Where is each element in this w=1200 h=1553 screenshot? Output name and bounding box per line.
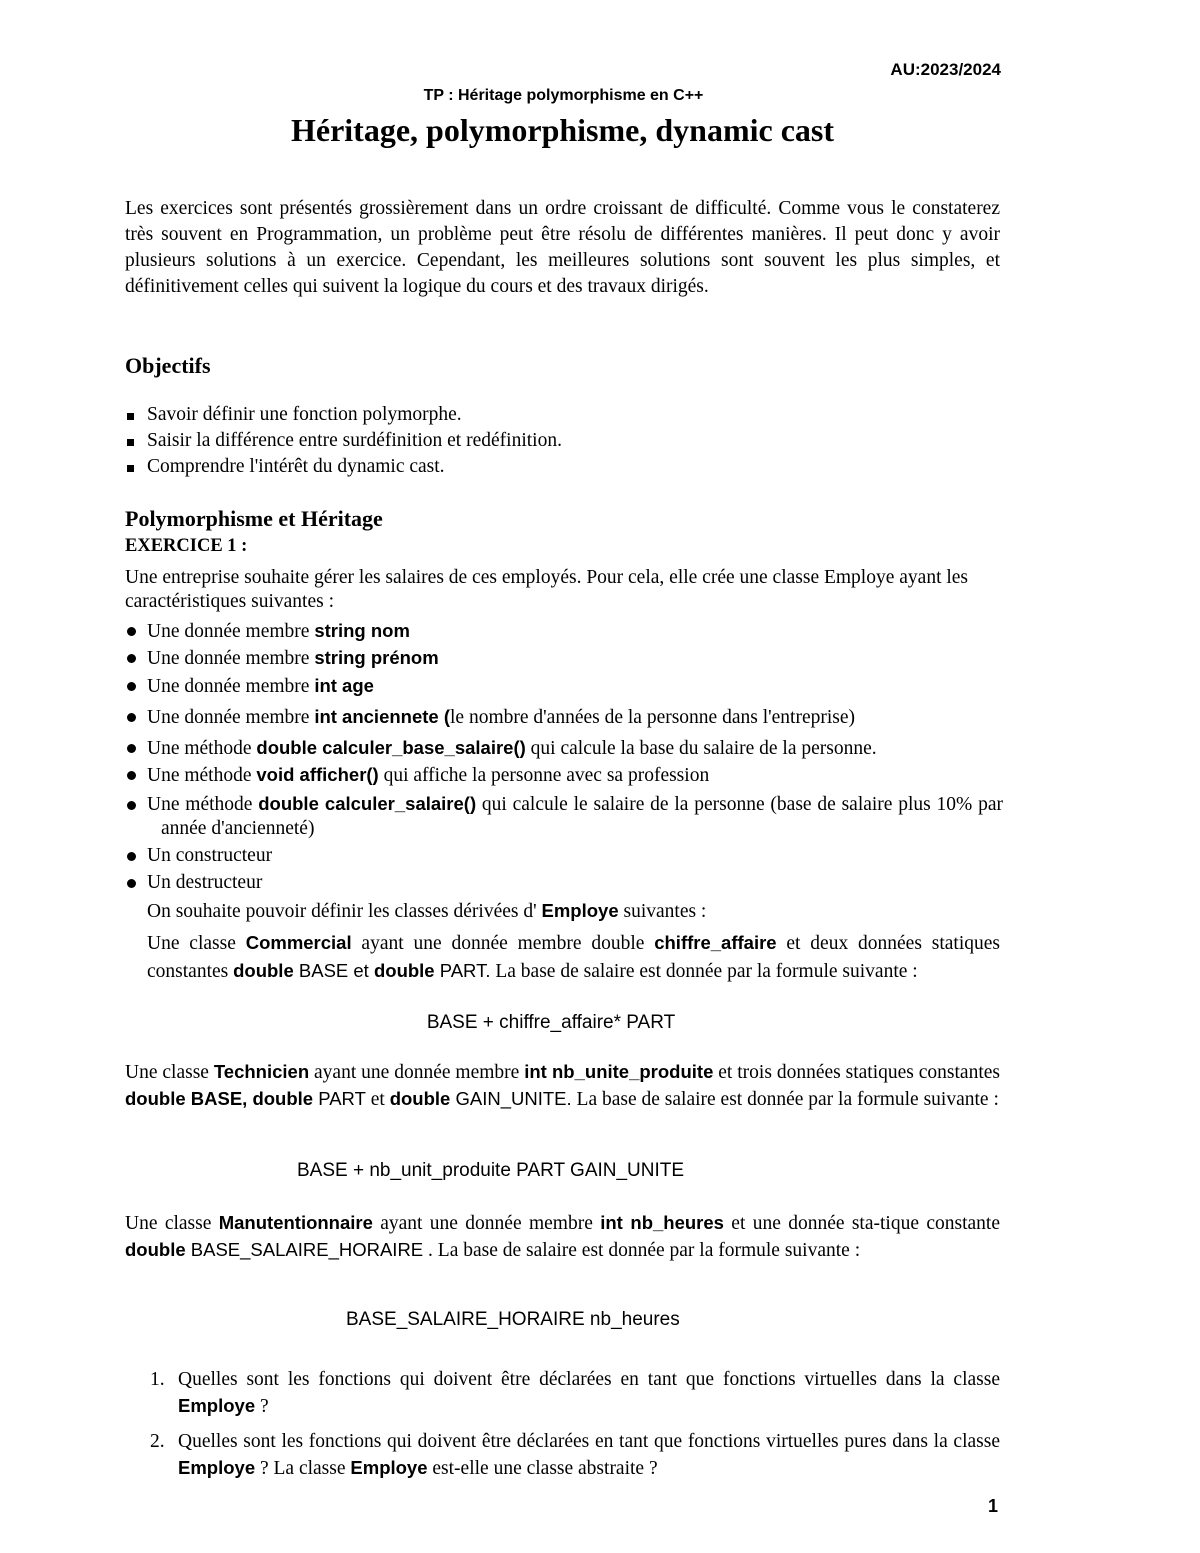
objective-item bbox=[127, 454, 1007, 480]
code-text: BASE et bbox=[293, 960, 374, 981]
feature-code: int anciennete ( bbox=[314, 706, 451, 727]
feature-text: le nombre d'années de la personne dans l'entreprise) bbox=[450, 707, 856, 728]
question-text: ? bbox=[255, 1396, 269, 1417]
square-bullet-icon bbox=[127, 413, 134, 420]
feature-code: void afficher() bbox=[256, 764, 379, 785]
code-text: PART bbox=[313, 1088, 366, 1109]
feature-item bbox=[127, 843, 1007, 869]
feature-text: qui calcule la base du salaire de la personne. bbox=[525, 738, 877, 759]
class-name: Employe bbox=[350, 1457, 428, 1478]
academic-year: AU:2023/2024 bbox=[890, 60, 1001, 79]
feature-text: Une méthode bbox=[147, 738, 257, 759]
technicien-formula: BASE + nb_unit_produite PART GAIN_UNITE bbox=[297, 1160, 685, 1181]
feature-code: string prénom bbox=[314, 647, 439, 668]
code-term: double bbox=[389, 1088, 451, 1109]
class-name: Manutentionnaire bbox=[218, 1212, 373, 1233]
class-name: Employe bbox=[178, 1395, 256, 1416]
class-name: Technicien bbox=[213, 1061, 310, 1082]
class-name: Employe bbox=[541, 900, 619, 921]
document-title: Héritage, polymorphisme, dynamic cast bbox=[290, 112, 835, 148]
question-item bbox=[150, 1429, 1000, 1482]
feature-item bbox=[127, 618, 1007, 645]
page-number: 1 bbox=[987, 1496, 998, 1516]
feature-code: double calculer_base_salaire() bbox=[256, 737, 526, 758]
class-name: Commercial bbox=[245, 932, 352, 953]
feature-item bbox=[127, 645, 1007, 672]
code-text: PART. bbox=[434, 960, 491, 981]
exercise-label: EXERCICE 1 : bbox=[125, 536, 248, 556]
question-text: Quelles sont les fonctions qui doivent être déclarées en tant que fonctions virtuelles dans la classe bbox=[178, 1369, 1000, 1390]
bullet-icon bbox=[127, 682, 136, 691]
feature-code: int age bbox=[314, 675, 374, 696]
feature-code: double calculer_salaire() bbox=[258, 793, 477, 814]
para-text: et deux données statiques constantes bbox=[147, 933, 1000, 982]
question-text: Quelles sont les fonctions qui doivent être déclarées en tant que fonctions virtuelles pures dans la classe bbox=[178, 1431, 1000, 1452]
bullet-icon bbox=[127, 771, 136, 780]
square-bullet-icon bbox=[127, 465, 134, 472]
bullet-icon bbox=[127, 654, 136, 663]
feature-item bbox=[127, 762, 1007, 789]
bullet-icon bbox=[127, 627, 136, 636]
objective-text: Saisir la différence entre surdéfinition et redéfinition. bbox=[147, 430, 562, 451]
para-text: et une donnée sta-tique constante bbox=[723, 1213, 1000, 1234]
bullet-icon bbox=[127, 713, 136, 722]
para-text: ayant une donnée membre bbox=[309, 1062, 525, 1083]
section-heading: Polymorphisme et Héritage bbox=[125, 506, 383, 531]
bullet-icon bbox=[127, 744, 136, 753]
para-text: Une classe bbox=[147, 933, 246, 954]
question-number: 1. bbox=[150, 1369, 165, 1390]
question-text: est-elle une classe abstraite ? bbox=[427, 1458, 658, 1479]
code-term: chiffre_affaire bbox=[654, 932, 777, 953]
objective-item bbox=[127, 428, 1007, 454]
bullet-icon bbox=[127, 801, 136, 810]
code-term: int nb_unite_produite bbox=[524, 1061, 714, 1082]
derived-text: On souhaite pouvoir définir les classes dérivées d' bbox=[147, 901, 542, 922]
para-text: ayant une donnée membre bbox=[372, 1213, 601, 1234]
objectives-heading: Objectifs bbox=[125, 353, 211, 378]
feature-text: Une méthode bbox=[147, 765, 257, 786]
derived-intro bbox=[147, 898, 1007, 925]
code-term: double bbox=[373, 960, 435, 981]
code-term: int nb_heures bbox=[600, 1212, 724, 1233]
feature-item bbox=[127, 870, 1007, 896]
feature-text: qui affiche la personne avec sa profession bbox=[378, 765, 710, 786]
para-text: Une classe bbox=[125, 1213, 219, 1234]
objective-text: Savoir définir une fonction polymorphe. bbox=[147, 404, 462, 425]
feature-text: Une méthode bbox=[147, 794, 259, 815]
feature-item bbox=[127, 673, 1007, 700]
question-item bbox=[150, 1367, 1000, 1420]
class-name: Employe bbox=[178, 1457, 256, 1478]
para-text: La base de salaire est donnée par la formule suivante : bbox=[490, 961, 918, 982]
feature-text: Une donnée membre bbox=[147, 707, 315, 728]
exercise-intro: Une entreprise souhaite gérer les salaires de ces employés. Pour cela, elle crée une classe Employe ayant les caractéristiques suivantes : bbox=[125, 567, 969, 612]
feature-text: qui calcule le salaire de la personne (base de salaire plus 10% par année d'ancienneté) bbox=[161, 794, 1003, 839]
manutentionnaire-paragraph bbox=[125, 1210, 1000, 1264]
document-subtitle: TP : Héritage polymorphisme en C++ bbox=[423, 87, 704, 104]
feature-text: Une donnée membre bbox=[147, 648, 315, 669]
question-number: 2. bbox=[150, 1431, 165, 1452]
feature-text: Une donnée membre bbox=[147, 676, 315, 697]
commercial-formula: BASE + chiffre_affaire* PART bbox=[426, 1012, 676, 1033]
feature-item bbox=[127, 735, 1007, 762]
objective-text: Comprendre l'intérêt du dynamic cast. bbox=[147, 456, 445, 477]
para-text: et trois données statiques constantes bbox=[713, 1062, 1000, 1083]
manutentionnaire-formula: BASE_SALAIRE_HORAIRE nb_heures bbox=[346, 1309, 680, 1330]
feature-text: Un constructeur bbox=[147, 845, 273, 866]
para-text: La base de salaire est donnée par la formule suivante : bbox=[571, 1089, 999, 1110]
square-bullet-icon bbox=[127, 439, 134, 446]
para-text: . La base de salaire est donnée par la formule suivante : bbox=[423, 1240, 861, 1261]
para-text: ayant une donnée membre double bbox=[351, 933, 655, 954]
technicien-paragraph bbox=[125, 1059, 1000, 1113]
bullet-icon bbox=[127, 879, 136, 888]
question-text: ? La classe bbox=[255, 1458, 351, 1479]
feature-text: Un destructeur bbox=[147, 872, 263, 893]
code-term: double bbox=[233, 960, 294, 981]
code-term: double bbox=[125, 1239, 186, 1260]
feature-item bbox=[127, 704, 1007, 731]
code-term: double BASE, double bbox=[125, 1088, 314, 1109]
feature-item bbox=[127, 792, 1003, 841]
feature-text: Une donnée membre bbox=[147, 621, 315, 642]
feature-code: string nom bbox=[314, 620, 410, 641]
para-text: et bbox=[365, 1089, 390, 1110]
para-text: Une classe bbox=[125, 1062, 214, 1083]
code-text: GAIN_UNITE. bbox=[450, 1088, 572, 1109]
objective-item bbox=[127, 402, 1007, 428]
commercial-paragraph bbox=[147, 929, 1000, 985]
derived-text: suivantes : bbox=[618, 901, 707, 922]
intro-paragraph: Les exercices sont présentés grossièrement dans un ordre croissant de difficulté. Comme vous le constaterez très souvent en Programmation, un problème peut être résolu de différentes manières. Il peut donc y avoir plusieurs solutions à un exercice. Cependant, les meilleures solutions sont souvent les plus simples, et définitivement celles qui suivent la logique du cours et des travaux dirigés. bbox=[125, 198, 1000, 297]
bullet-icon bbox=[127, 852, 136, 861]
code-text: BASE_SALAIRE_HORAIRE bbox=[185, 1239, 424, 1260]
